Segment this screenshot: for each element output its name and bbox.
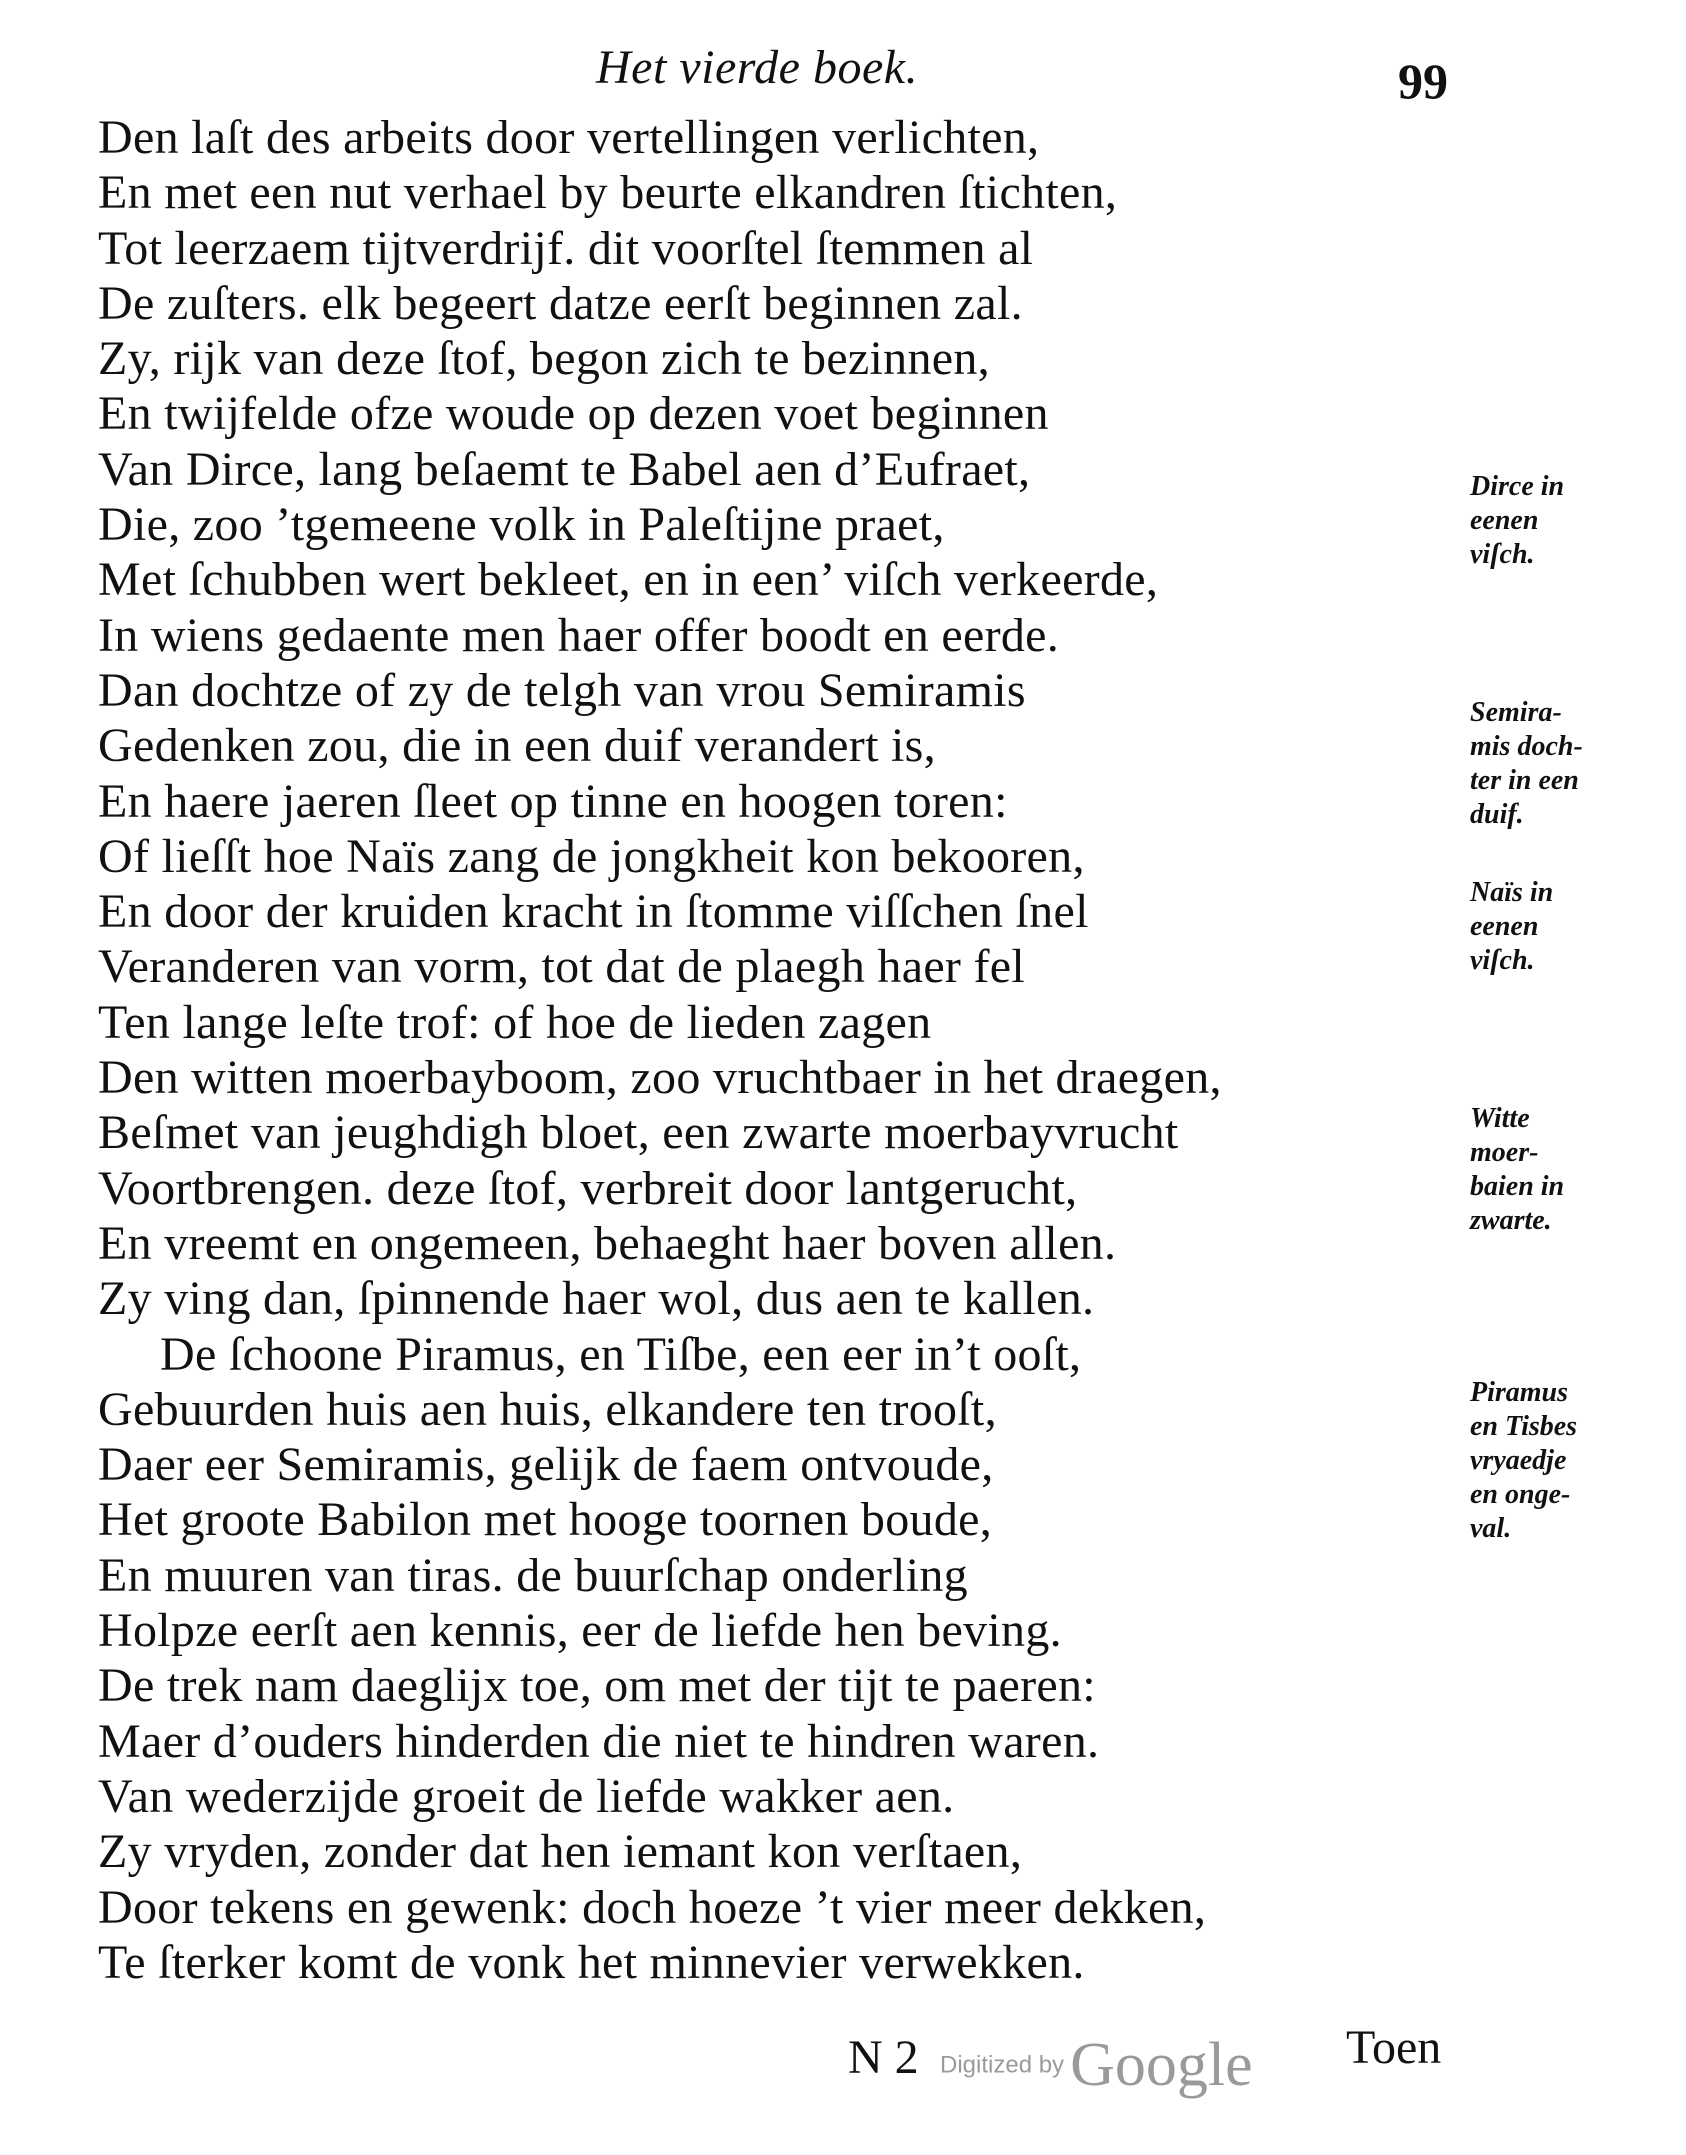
verse-line: Van wederzijde groeit de liefde wakker aen. [98,1769,955,1823]
signature-mark: N 2 [848,2031,919,2084]
running-title: Het vierde boek. [596,41,919,94]
verse-line: Of lieſſt hoe Naïs zang de jongkheit kon bekooren, [98,829,1085,883]
verse-line: Ten lange leſte trof: of hoe de lieden zagen [98,995,932,1049]
verse-line: De zuſters. elk begeert datze eerſt beginnen zal. [98,276,1023,330]
verse-block [98,110,1478,1990]
verse-line: En met een nut verhael by beurte elkandren ſtichten, [98,166,1118,220]
verse-line: Dan dochtze of zy de telgh van vrou Semiramis [98,663,1026,717]
verse-line: En muuren van tiras. de buurſchap onderling [98,1548,968,1602]
watermark-logo: Google [1070,2031,1253,2099]
verse-line: Van Dirce, lang beſaemt te Babel aen d’Eufraet, [98,442,1031,496]
margin-note-dirce: Dirce in eenen viſch. [1470,471,1565,570]
verse-line: Beſmet van jeughdigh bloet, een zwarte moerbayvrucht [98,1106,1179,1160]
verse-line: Daer eer Semiramis, gelijk de faem ontvoude, [98,1438,994,1492]
verse-line: Het groote Babilon met hooge toornen boude, [98,1493,993,1547]
digitized-watermark [940,2030,1253,2101]
verse-line: Die, zoo ’tgemeene volk in Paleſtijne praet, [98,498,945,552]
verse-line: Zy ving dan, ſpinnende haer wol, dus aen te kallen. [98,1272,1095,1326]
margin-note-moerbaien: Witte moer- baien in zwarte. [1470,1103,1565,1236]
verse-line-indented: De ſchoone Piramus, en Tiſbe, een eer in’t ooſt, [160,1327,1082,1381]
verse-line: Den laſt des arbeits door vertellingen verlichten, [98,111,1040,164]
verse-line: Met ſchubben wert bekleet, en in een’ viſch verkeerde, [98,553,1159,607]
verse-line: Door tekens en gewenk: doch hoeze ’t vier meer dekken, [98,1880,1207,1934]
margin-note-piramus: Piramus en Tisbes vryaedje en onge- val. [1470,1377,1578,1544]
margin-note-nais: Naïs in eenen viſch. [1470,877,1554,976]
verse-line: Maer d’ouders hinderden die niet te hindren waren. [98,1714,1100,1768]
verse-line: En twijfelde ofze woude op dezen voet beginnen [98,387,1049,441]
catchword: Toen [1346,2021,1442,2074]
verse-line: De trek nam daeglijx toe, om met der tijt te paeren: [98,1659,1096,1713]
verse-line: Gebuurden huis aen huis, elkandere ten trooſt, [98,1382,997,1436]
verse-line: In wiens gedaente men haer offer boodt en eerde. [98,608,1060,662]
verse-line: Zy, rijk van deze ſtof, begon zich te bezinnen, [98,332,990,386]
verse-line: Zy vryden, zonder dat hen iemant kon verſtaen, [98,1825,1023,1879]
verse-line: En haere jaeren ſleet op tinne en hoogen toren: [98,774,1008,828]
margin-note-semiramis: Semira- mis doch- ter in een duif. [1470,697,1583,830]
verse-line: Tot leerzaem tijtverdrijf. dit voorſtel ſtemmen al [98,221,1034,275]
verse-line: Holpze eerſt aen kennis, eer de liefde hen beving. [98,1604,1062,1658]
page-number: 99 [1398,53,1448,109]
verse-line: Den witten moerbayboom, zoo vruchtbaer in het draegen, [98,1051,1222,1105]
verse-line: Voortbrengen. deze ſtof, verbreit door lantgerucht, [98,1161,1078,1215]
verse-line: Gedenken zou, die in een duif verandert is, [98,719,936,773]
verse-line: Te ſterker komt de vonk het minnevier verwekken. [98,1935,1085,1989]
watermark-prefix: Digitized by [940,2051,1065,2079]
verse-line: Veranderen van vorm, tot dat de plaegh haer fel [98,940,1026,994]
verse-line: En vreemt en ongemeen, behaeght haer boven allen. [98,1216,1117,1270]
verse-line: En door der kruiden kracht in ſtomme viſſchen ſnel [98,885,1089,939]
